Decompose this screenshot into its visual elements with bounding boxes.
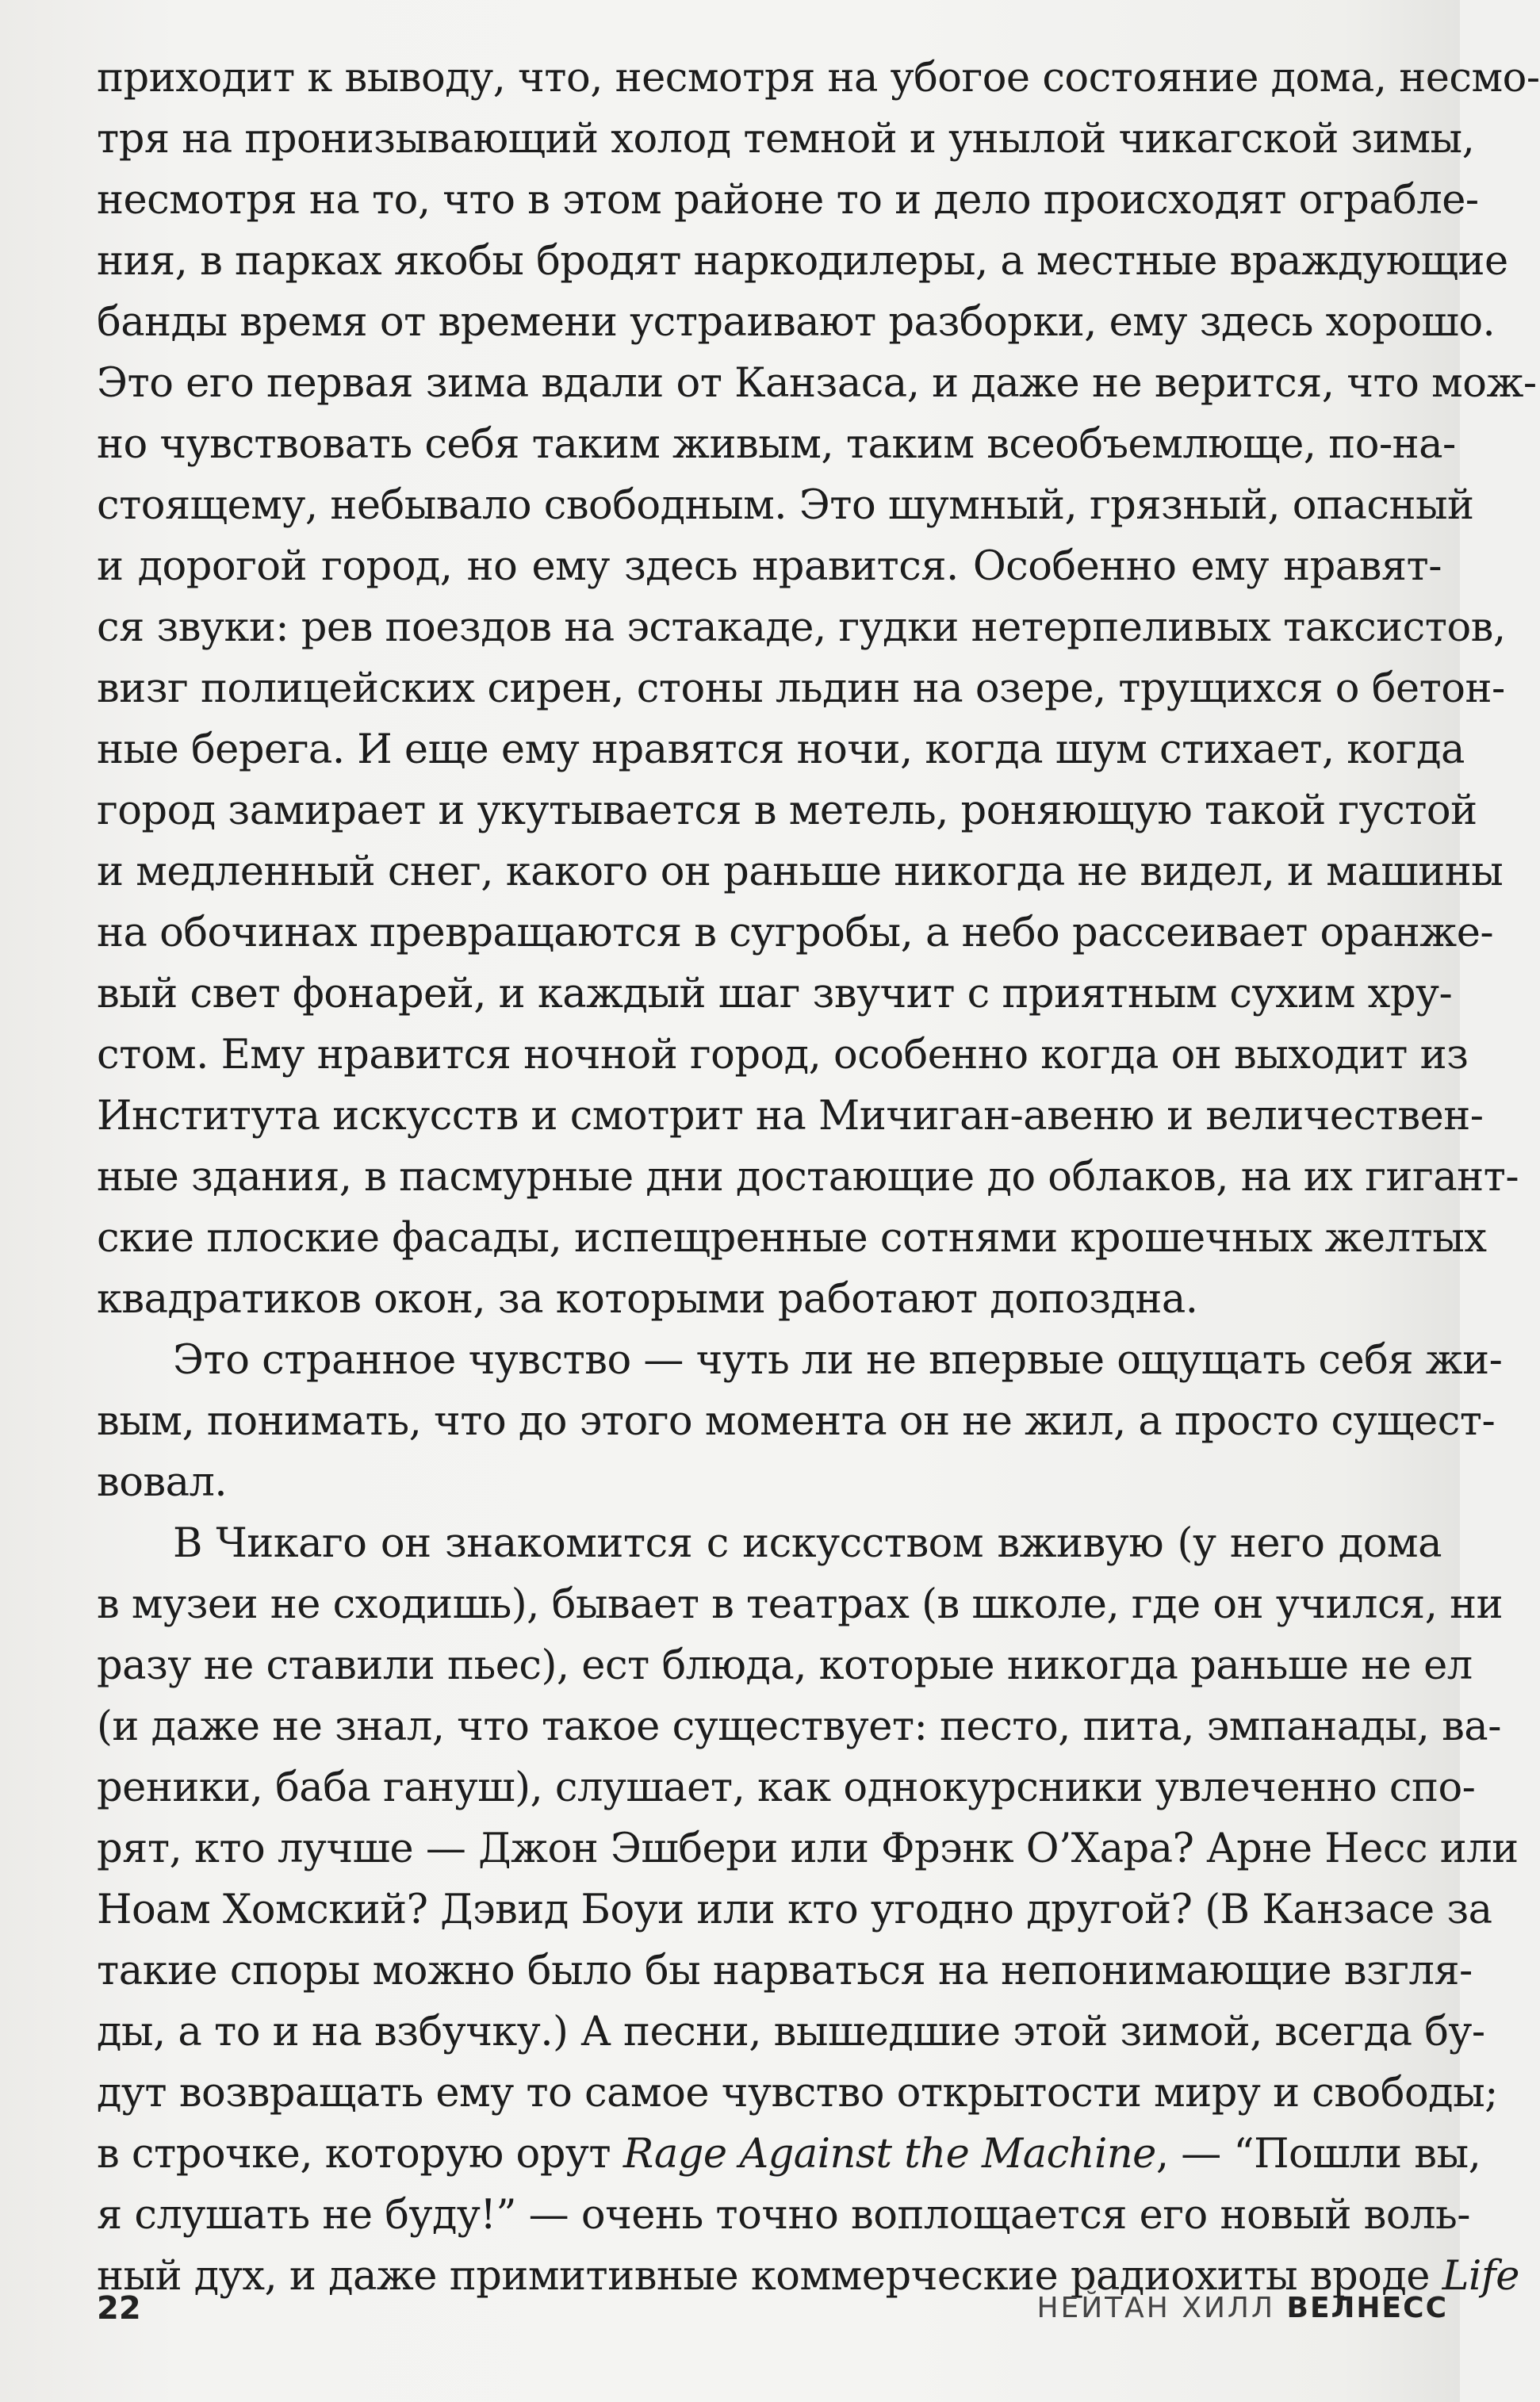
text-line: приходит к выводу, что, несмотря на убогое состояние дома, несмо- [97, 55, 1540, 102]
text-line: я слушать не буду!” — очень точно воплощается его новый воль- [97, 2192, 1470, 2239]
text-line: вовал. [97, 1459, 228, 1506]
text-line: Это его первая зима вдали от Канзаса, и даже не верится, что мож- [97, 360, 1537, 407]
text-line: стом. Ему нравится ночной город, особенно когда он выходит из [97, 1032, 1469, 1078]
text-line: ные берега. И еще ему нравятся ночи, когда шум стихает, когда [97, 726, 1465, 773]
text-line: Ноам Хомский? Дэвид Боуи или кто угодно другой? (В Канзасе за [97, 1887, 1492, 1933]
text-line: на обочинах превращаются в сугробы, а небо рассеивает оранже- [97, 910, 1494, 956]
text-line: (и даже не знал, что такое существует: песто, пита, эмпанады, ва- [97, 1703, 1501, 1750]
text-line-segment: , — “Пошли вы, [1155, 2131, 1481, 2178]
text-line: стоящему, небывало свободным. Это шумный, грязный, опасный [97, 482, 1474, 529]
page-footer [97, 2290, 1448, 2338]
text-line: реники, баба гануш), слушает, как однокурсники увлеченно спо- [97, 1764, 1476, 1811]
text-line: такие споры можно было бы нарваться на непонимающие взгля- [97, 1948, 1473, 1994]
text-line: ния, в парках якобы бродят наркодилеры, а местные враждующие [97, 238, 1508, 285]
text-line [97, 2124, 1481, 2185]
page-number: 22 [97, 2290, 141, 2327]
text-line: несмотря на то, что в этом районе то и дело происходят ограбле- [97, 177, 1479, 224]
text-line: в музеи не сходишь), бывает в театрах (в школе, где он учился, ни [97, 1581, 1504, 1628]
text-line-paragraph-start: В Чикаго он знакомится с искусством вживую (у него дома [173, 1520, 1442, 1567]
text-line: разу не ставили пьес), ест блюда, которые никогда раньше не ел [97, 1642, 1473, 1689]
text-line: банды время от времени устраивают разборки, ему здесь хорошо. [97, 299, 1496, 346]
text-line: ные здания, в пасмурные дни достающие до облаков, на их гигант- [97, 1154, 1519, 1201]
text-line-paragraph-start: Это странное чувство — чуть ли не впервые ощущать себя жи- [173, 1337, 1503, 1384]
text-line: ся звуки: рев поездов на эстакаде, гудки нетерпеливых таксистов, [97, 604, 1506, 651]
book-title: ВЕЛНЕСС [1286, 2292, 1448, 2324]
text-line: вый свет фонарей, и каждый шаг звучит с приятным сухим хру- [97, 971, 1453, 1017]
text-line: ды, а то и на взбучку.) А песни, вышедшие этой зимой, всегда бу- [97, 2009, 1485, 2055]
text-line: визг полицейских сирен, стоны льдин на озере, трущихся о бетон- [97, 665, 1505, 712]
author-name: НЕЙТАН ХИЛЛ [1036, 2292, 1276, 2324]
body-text [97, 48, 1540, 2307]
text-line: Института искусств и смотрит на Мичиган-авеню и величествен- [97, 1093, 1484, 1140]
text-line: и дорогой город, но ему здесь нравится. Особенно ему нравят- [97, 543, 1442, 590]
text-line-segment: ный дух, и даже примитивные коммерческие радиохиты вроде [97, 2253, 1442, 2300]
text-line: рят, кто лучше — Джон Эшбери или Фрэнк О’Хара? Арне Несс или [97, 1825, 1519, 1872]
running-head [1036, 2292, 1448, 2324]
text-line: тря на пронизывающий холод темной и унылой чикагской зимы, [97, 116, 1475, 163]
song-title-italic: Life [1442, 2253, 1519, 2300]
text-line: квадратиков окон, за которыми работают допоздна. [97, 1276, 1198, 1323]
text-line-segment: в строчке, которую орут [97, 2131, 623, 2178]
text-line: ские плоские фасады, испещренные сотнями крошечных желтых [97, 1215, 1487, 1262]
text-line: дут возвращать ему то самое чувство открытости миру и свободы; [97, 2070, 1498, 2117]
band-name-italic: Rage Against the Machine [623, 2131, 1156, 2178]
text-line: город замирает и укутывается в метель, роняющую такой густой [97, 787, 1477, 834]
text-line: и медленный снег, какого он раньше никогда не видел, и машины [97, 849, 1504, 895]
text-line: но чувствовать себя таким живым, таким всеобъемлюще, по-на- [97, 421, 1456, 468]
text-line: вым, понимать, что до этого момента он не жил, а просто сущест- [97, 1398, 1496, 1445]
